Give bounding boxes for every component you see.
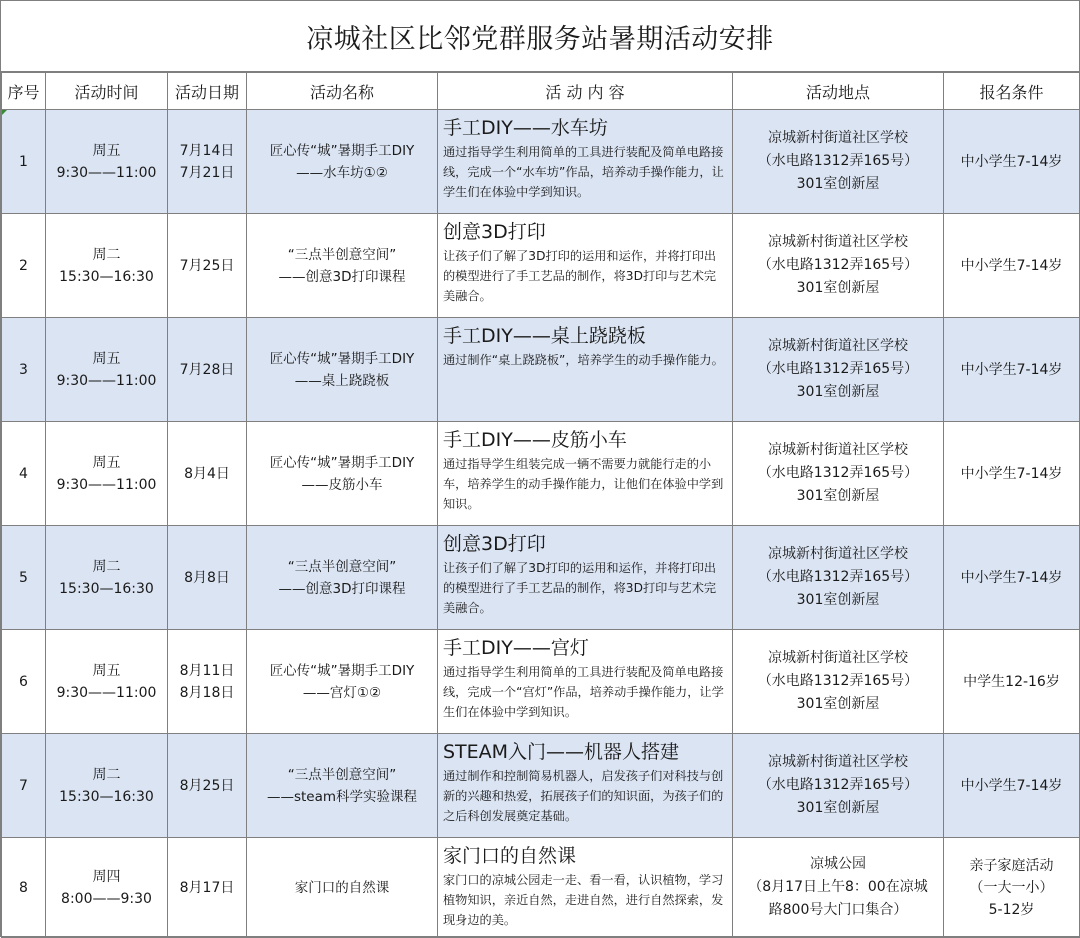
location-line: （水电路1312弄165号） [757,569,919,585]
activity-content [438,838,733,938]
page-title: 凉城社区比邻党群服务站暑期活动安排 [1,1,1079,72]
row-number [2,526,46,630]
content-description: 让孩子们了解了3D打印的运用和运作，并将打印出的模型进行了手工艺品的制作，将3D打印与艺术完美融合。 [443,561,717,615]
activity-time [46,734,168,838]
activity-date [168,214,247,318]
name-line: 匠心传“城”暑期手工DIY [269,454,415,471]
activity-date [168,422,247,526]
activity-date [168,838,247,938]
table-row [2,838,1080,938]
header-no: 序号 [2,73,46,110]
activity-time [46,630,168,734]
row-number-text: 4 [19,465,28,482]
date-line: 7月14日 [179,142,235,159]
enrollment-condition [944,734,1080,838]
activity-name [247,422,438,526]
location-line: 凉城公园 [810,856,866,872]
activity-name [247,734,438,838]
header-date: 活动日期 [168,73,247,110]
activity-name [247,214,438,318]
date-line: 7月28日 [179,361,235,378]
activity-content [438,422,733,526]
activity-location [733,214,944,318]
header-time: 活动时间 [46,73,168,110]
time-line: 周五 [92,142,121,159]
condition-line: （一大一小） [969,879,1054,896]
content-title: 创意3D打印 [443,533,546,555]
table-row [2,526,1080,630]
content-title: 创意3D打印 [443,221,546,243]
row-number-text: 6 [19,673,28,690]
time-line: 周二 [92,246,121,263]
table-row [2,318,1080,422]
condition-line: 中小学生7-14岁 [960,361,1063,378]
location-line: 凉城新村街道社区学校 [768,130,908,146]
time-line: 8:00——9:30 [61,890,152,907]
activity-location [733,422,944,526]
content-description: 通过指导学生利用简单的工具进行装配及简单电路接线，完成一个“水车坊”作品，培养动手操作能力，让学生们在体验中学到知识。 [443,145,724,199]
content-title: 手工DIY——皮筋小车 [443,429,627,451]
time-line: 9:30——11:00 [56,372,157,389]
row-number-text: 2 [19,257,28,274]
time-line: 周二 [92,766,121,783]
table-row [2,734,1080,838]
time-line: 15:30—16:30 [59,788,154,805]
time-line: 15:30—16:30 [59,580,154,597]
time-line: 9:30——11:00 [56,164,157,181]
activity-date [168,318,247,422]
activity-date [168,734,247,838]
content-description: 通过制作“桌上跷跷板”，培养学生的动手操作能力。 [443,353,724,367]
cell-comment-marker [2,110,7,115]
activity-time [46,526,168,630]
activity-time [46,318,168,422]
content-title: 手工DIY——桌上跷跷板 [443,325,646,347]
date-line: 8月11日 [179,662,235,679]
name-line: 匠心传“城”暑期手工DIY [269,142,415,159]
activity-date [168,110,247,214]
time-line: 周二 [92,558,121,575]
content-title: 手工DIY——宫灯 [443,637,589,659]
activity-name [247,630,438,734]
header-row [2,73,1080,110]
time-line: 周四 [92,868,121,885]
content-description: 通过指导学生利用简单的工具进行装配及简单电路接线，完成一个“宫灯”作品，培养动手操作能力，让学生们在体验中学到知识。 [443,665,724,719]
activity-location [733,630,944,734]
location-line: （水电路1312弄165号） [757,153,919,169]
activity-location [733,110,944,214]
table-row [2,110,1080,214]
activity-time [46,214,168,318]
activity-location [733,734,944,838]
table-row [2,214,1080,318]
location-line: （水电路1312弄165号） [757,673,919,689]
date-line: 8月17日 [179,879,235,896]
row-number [2,214,46,318]
location-line: （水电路1312弄165号） [757,361,919,377]
content-description: 让孩子们了解了3D打印的运用和运作，并将打印出的模型进行了手工艺品的制作，将3D打印与艺术完美融合。 [443,249,717,303]
row-number-text: 8 [19,879,28,896]
condition-line: 亲子家庭活动 [969,857,1054,874]
location-line: 凉城新村街道社区学校 [768,650,908,666]
time-line: 9:30——11:00 [56,476,157,493]
location-line: （水电路1312弄165号） [757,257,919,273]
location-line: 301室创新屋 [796,800,880,816]
content-description: 家门口的凉城公园走一走、看一看，认识植物，学习植物知识，亲近自然，走进自然，进行自然探索，发现身边的美。 [443,873,724,927]
location-line: 301室创新屋 [796,280,880,296]
time-line: 周五 [92,454,121,471]
content-title: STEAM入门——机器人搭建 [443,741,680,763]
name-line: “三点半创意空间” [287,246,397,263]
row-number [2,422,46,526]
header-name: 活动名称 [247,73,438,110]
location-line: 301室创新屋 [796,176,880,192]
time-line: 9:30——11:00 [56,684,157,701]
content-description: 通过制作和控制简易机器人，启发孩子们对科技与创新的兴趣和热爱，拓展孩子们的知识面，为孩子们的之后科创发展奠定基础。 [443,769,724,823]
name-line: ——宫灯①② [302,684,382,701]
activity-content [438,318,733,422]
location-line: 301室创新屋 [796,696,880,712]
enrollment-condition [944,318,1080,422]
schedule-table [1,72,1080,938]
row-number-text: 3 [19,361,28,378]
condition-line: 中小学生7-14岁 [960,569,1063,586]
activity-name [247,318,438,422]
activity-name [247,838,438,938]
enrollment-condition [944,630,1080,734]
activity-location [733,526,944,630]
time-line: 周五 [92,662,121,679]
row-number [2,734,46,838]
activity-content [438,214,733,318]
row-number [2,318,46,422]
date-line: 8月25日 [179,777,235,794]
date-line: 7月21日 [179,164,235,181]
row-number [2,838,46,938]
location-line: 凉城新村街道社区学校 [768,546,908,562]
activity-time [46,838,168,938]
activity-content [438,526,733,630]
activity-time [46,422,168,526]
location-line: （水电路1312弄165号） [757,777,919,793]
name-line: “三点半创意空间” [287,766,397,783]
time-line: 周五 [92,350,121,367]
activity-date [168,630,247,734]
row-number-text: 1 [19,153,28,170]
date-line: 8月18日 [179,684,235,701]
header-location: 活动地点 [733,73,944,110]
name-line: ——创意3D打印课程 [278,268,406,285]
activity-location [733,318,944,422]
activity-content [438,734,733,838]
location-line: 301室创新屋 [796,488,880,504]
condition-line: 5-12岁 [988,901,1035,918]
name-line: 匠心传“城”暑期手工DIY [269,662,415,679]
name-line: ——皮筋小车 [301,476,383,493]
activity-location [733,838,944,938]
location-line: （水电路1312弄165号） [757,465,919,481]
row-number-text: 5 [19,569,28,586]
name-line: 家门口的自然课 [294,879,390,896]
enrollment-condition [944,110,1080,214]
location-line: 凉城新村街道社区学校 [768,754,908,770]
enrollment-condition [944,214,1080,318]
location-line: 路800号大门口集合） [768,902,908,918]
name-line: 匠心传“城”暑期手工DIY [269,350,415,367]
condition-line: 中小学生7-14岁 [960,257,1063,274]
activity-content [438,110,733,214]
location-line: 301室创新屋 [796,384,880,400]
enrollment-condition [944,422,1080,526]
table-row [2,630,1080,734]
condition-line: 中小学生7-14岁 [960,153,1063,170]
header-content: 活 动 内 容 [438,73,733,110]
name-line: ——steam科学实验课程 [266,788,418,805]
time-line: 15:30—16:30 [59,268,154,285]
name-line: ——创意3D打印课程 [278,580,406,597]
name-line: ——桌上跷跷板 [294,372,390,389]
content-title: 手工DIY——水车坊 [443,117,608,139]
location-line: 凉城新村街道社区学校 [768,338,908,354]
name-line: ——水车坊①② [296,164,388,181]
row-number-text: 7 [19,777,28,794]
date-line: 8月8日 [184,569,230,586]
activity-time [46,110,168,214]
content-title: 家门口的自然课 [443,845,577,867]
condition-line: 中小学生7-14岁 [960,777,1063,794]
header-condition: 报名条件 [944,73,1080,110]
location-line: 凉城新村街道社区学校 [768,234,908,250]
activity-content [438,630,733,734]
date-line: 7月25日 [179,257,235,274]
row-number [2,110,46,214]
location-line: 301室创新屋 [796,592,880,608]
enrollment-condition [944,526,1080,630]
content-description: 通过指导学生组装完成一辆不需要力就能行走的小车，培养学生的动手操作能力，让他们在体验中学到知识。 [443,457,724,511]
condition-line: 中小学生7-14岁 [960,465,1063,482]
enrollment-condition [944,838,1080,938]
activity-date [168,526,247,630]
location-line: 凉城新村街道社区学校 [768,442,908,458]
name-line: “三点半创意空间” [287,558,397,575]
row-number [2,630,46,734]
condition-line: 中学生12-16岁 [963,673,1060,690]
table-row [2,422,1080,526]
activity-name [247,110,438,214]
activity-name [247,526,438,630]
date-line: 8月4日 [184,465,230,482]
location-line: （8月17日上午8：00在凉城 [748,879,928,895]
